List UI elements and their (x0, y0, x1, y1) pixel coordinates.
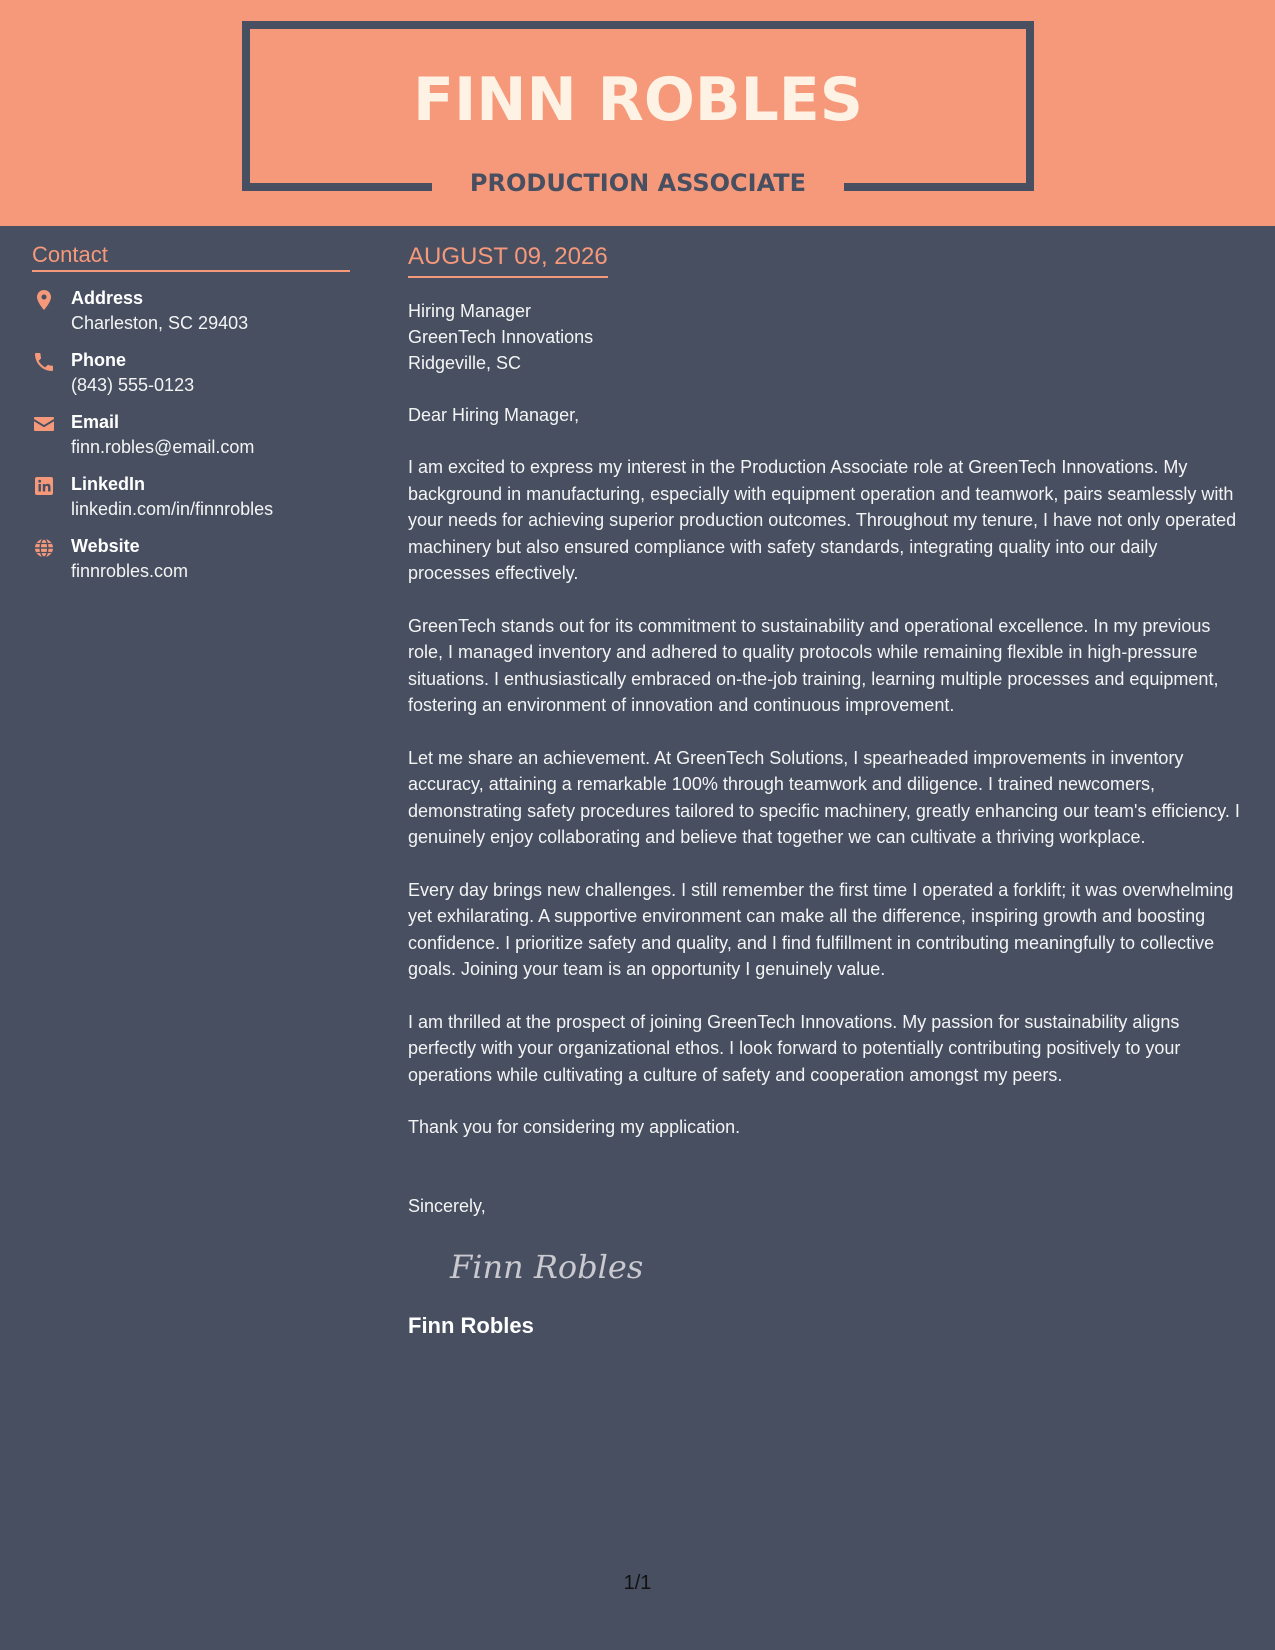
contact-item-website (32, 534, 350, 584)
recipient-block (408, 298, 1240, 376)
recipient-line: Hiring Manager (408, 301, 532, 321)
recipient-line: Ridgeville, SC (408, 353, 522, 373)
signature: Finn Robles (450, 1247, 644, 1286)
globe-icon (32, 536, 56, 560)
contact-value: Charleston, SC 29403 (71, 313, 249, 333)
contact-label: Website (71, 536, 140, 556)
body-paragraph: Let me share an achievement. At GreenTech Solutions, I spearheaded improvements in inventory accuracy, attaining a remarkable 100% through teamwork and diligence. I trained newcomers, demonstrating safety procedures tailored to specific machinery, greatly enhancing our team's efficiency. I genuinely enjoy collaborating and believe that together we can cultivate a thriving workplace. (408, 747, 1240, 847)
candidate-name: FINN ROBLES (413, 65, 863, 135)
letter-date: AUGUST 09, 2026 (408, 240, 608, 278)
contact-item-email (32, 410, 350, 460)
contact-label: Email (71, 412, 120, 432)
contact-value: finn.robles@email.com (71, 437, 255, 457)
header-banner (0, 0, 1275, 226)
contact-label: Address (71, 288, 144, 308)
body-paragraph: GreenTech stands out for its commitment to sustainability and operational excellence. In my previous role, I managed inventory and adhered to quality protocols while remaining flexible in high-pressure situations. I enthusiastically embraced on-the-job training, learning multiple processes and equipment, fostering an environment of innovation and continuous improvement. (408, 615, 1219, 715)
job-title: PRODUCTION ASSOCIATE (469, 169, 807, 197)
contact-heading: Contact (32, 240, 350, 272)
body-paragraph: I am thrilled at the prospect of joining GreenTech Innovations. My passion for sustainability aligns perfectly with your organizational ethos. I look forward to potentially contributing positively to your operations while cultivating a culture of safety and cooperation amongst my peers. (408, 1011, 1181, 1085)
header-frame-bottom-right (844, 183, 1034, 191)
header-frame-bottom-left (242, 183, 432, 191)
contact-label: LinkedIn (71, 474, 146, 494)
envelope-icon (32, 412, 56, 436)
contact-item-linkedin (32, 472, 350, 522)
salutation: Dear Hiring Manager, (408, 405, 580, 425)
map-pin-icon (32, 288, 56, 312)
body-paragraph: Thank you for considering my application. (408, 1117, 741, 1137)
contact-item-address (32, 286, 350, 336)
contact-sidebar (32, 240, 350, 596)
contact-label: Phone (71, 350, 127, 370)
linkedin-icon (32, 474, 56, 498)
contact-value: linkedin.com/in/finnrobles (71, 499, 274, 519)
phone-icon (32, 350, 56, 374)
recipient-line: GreenTech Innovations (408, 327, 594, 347)
contact-value: finnrobles.com (71, 561, 189, 581)
signer-name: Finn Robles (408, 1312, 534, 1338)
body-paragraph: I am excited to express my interest in the Production Associate role at GreenTech Innovations. My background in manufacturing, especially with equipment operation and teamwork, pairs seamlessly with your needs for achieving superior production outcomes. Throughout my tenure, I have not only operated machinery but also ensured compliance with safety standards, integrating quality into our daily processes effectively. (408, 457, 1237, 583)
contact-value: (843) 555-0123 (71, 375, 195, 395)
letter-body (408, 240, 1240, 1341)
body-paragraph: Every day brings new challenges. I still remember the first time I operated a forklift; it was overwhelming yet exhilarating. A supportive environment can make all the difference, inspiring growth and boosting confidence. I prioritize safety and quality, and I find fulfillment in contributing meaningfully to collective goals. Joining your team is an opportunity I genuinely value. (408, 879, 1234, 979)
contact-item-phone (32, 348, 350, 398)
page-number: 1/1 (623, 1572, 652, 1594)
closing: Sincerely, (408, 1195, 486, 1216)
